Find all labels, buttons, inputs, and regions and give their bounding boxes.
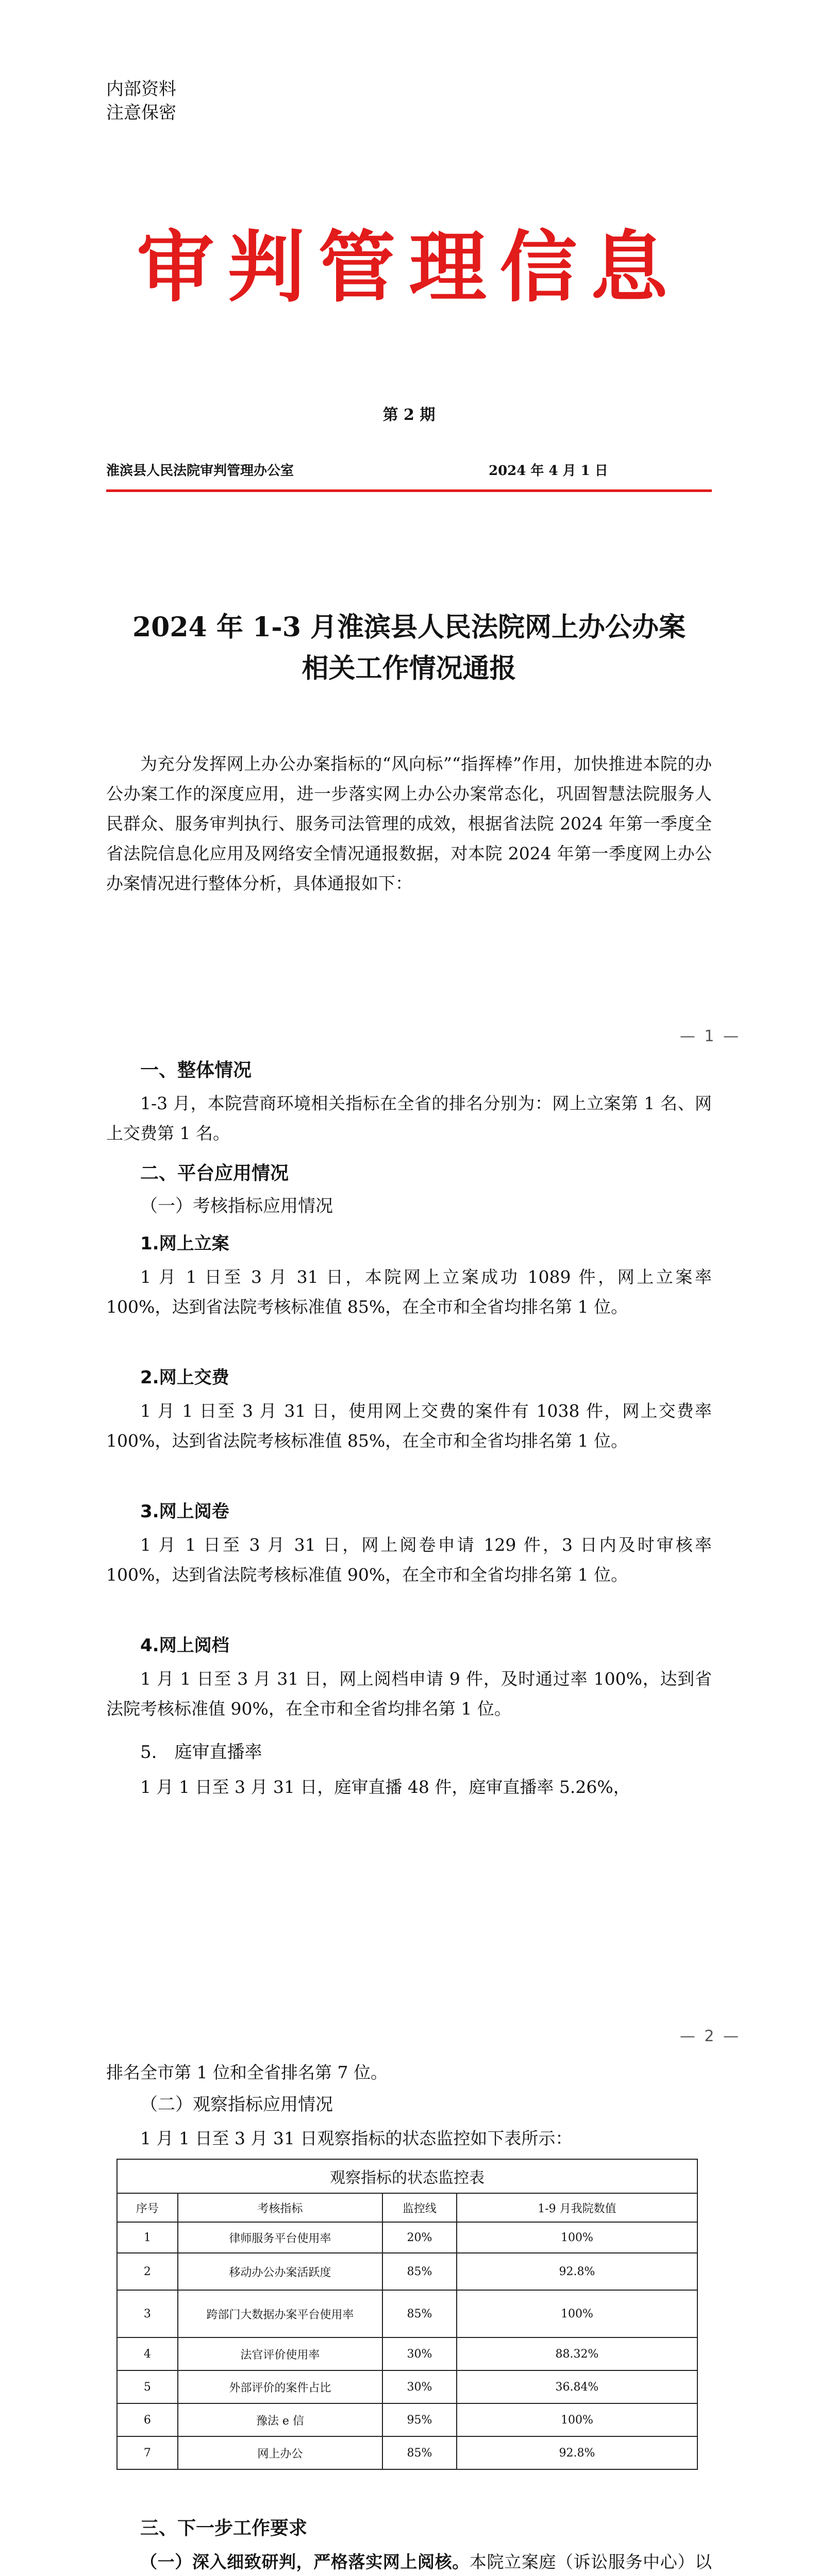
table-cell: 6 — [117, 2403, 178, 2436]
item-text-trial-live-a: 1 月 1 日至 3 月 31 日，庭审直播 48 件，庭审直播率 5.26%， — [140, 1777, 630, 1797]
table-cell: 95% — [382, 2403, 457, 2436]
section-heading-next-steps: 三、下一步工作要求 — [140, 2518, 308, 2539]
table-cell: 88.32% — [457, 2337, 697, 2370]
item-title-online-review: 3.网上阅卷 — [140, 1501, 229, 1522]
page-number-2: — 2 — — [679, 2027, 741, 2045]
table-cell: 92.8% — [457, 2436, 697, 2469]
issue-number: 第 2 期 — [382, 406, 436, 424]
table-row — [117, 2253, 697, 2290]
section-heading-overall: 一、整体情况 — [140, 1060, 252, 1081]
item-text-online-payment: 1 月 1 日至 3 月 31 日，使用网上交费的案件有 1038 件，网上交费率 100%，达到省法院考核标准值 85%，在全市和全省均排名第 1 位。 — [106, 1401, 712, 1451]
document-title-line-1: 2024 年 1-3 月淮滨县人民法院网上办公办案 — [132, 612, 686, 643]
table-row — [117, 2337, 697, 2370]
table-cell: 法官评价使用率 — [178, 2337, 382, 2370]
table-cell: 4 — [117, 2337, 178, 2370]
table-row — [117, 2290, 697, 2337]
table-cell: 100% — [457, 2290, 697, 2337]
table-header: 1-9 月我院数值 — [457, 2193, 697, 2222]
table-header: 监控线 — [382, 2193, 457, 2222]
table-header: 考核指标 — [178, 2193, 382, 2222]
next-steps-paragraph-1 — [106, 2547, 712, 2576]
publisher-name: 淮滨县人民法院审判管理办公室 — [106, 463, 294, 479]
item-title-online-filing: 1.网上立案 — [140, 1233, 229, 1254]
table-header: 序号 — [117, 2193, 178, 2222]
item-title-trial-live: 5. 庭审直播率 — [140, 1742, 262, 1762]
item-text-trial-live-b: 排名全市第 1 位和全省排名第 7 位。 — [106, 2062, 388, 2082]
table-cell: 外部评价的案件占比 — [178, 2370, 382, 2403]
table-cell: 网上办公 — [178, 2436, 382, 2469]
subheading-observation: （二）观察指标应用情况 — [140, 2094, 333, 2115]
item-text-online-archive: 1 月 1 日至 3 月 31 日，网上阅档申请 9 件，及时通过率 100%，达到省法院考核标准值 90%，在全市和全省均排名第 1 位。 — [106, 1669, 712, 1719]
table-cell: 律师服务平台使用率 — [178, 2222, 382, 2253]
table-cell: 1 — [117, 2222, 178, 2253]
red-divider — [106, 489, 712, 492]
paragraph-body: 本院立案庭（诉讼服务中心）以 — [469, 2552, 712, 2572]
confidential-label-1: 内部资料 — [106, 79, 176, 99]
table-cell: 跨部门大数据办案平台使用率 — [178, 2290, 382, 2337]
document-title-line-2: 相关工作情况通报 — [302, 653, 516, 684]
item-text-online-review: 1 月 1 日至 3 月 31 日，网上阅卷申请 129 件，3 日内及时审核率 100%，达到省法院考核标准值 90%，在全市和全省均排名第 1 位。 — [106, 1535, 712, 1585]
table-cell: 100% — [457, 2403, 697, 2436]
masthead-title: 审判管理信息 — [137, 223, 681, 313]
table-cell: 92.8% — [457, 2253, 697, 2290]
item-text-online-filing: 1 月 1 日至 3 月 31 日，本院网上立案成功 1089 件，网上立案率 100%，达到省法院考核标准值 85%，在全市和全省均排名第 1 位。 — [106, 1267, 712, 1317]
table-cell: 5 — [117, 2370, 178, 2403]
table-cell: 85% — [382, 2436, 457, 2469]
item-title-online-payment: 2.网上交费 — [140, 1367, 229, 1388]
table-cell: 36.84% — [457, 2370, 697, 2403]
table-row — [117, 2436, 697, 2469]
observation-table — [116, 2159, 698, 2470]
table-cell: 30% — [382, 2370, 457, 2403]
table-cell: 2 — [117, 2253, 178, 2290]
table-row — [117, 2403, 697, 2436]
confidential-label-2: 注意保密 — [106, 103, 176, 123]
overall-paragraph: 1-3 月，本院营商环境相关指标在全省的排名分别为：网上立案第 1 名、网上交费第 1 名。 — [106, 1093, 712, 1143]
table-cell: 7 — [117, 2436, 178, 2469]
item-title-online-archive: 4.网上阅档 — [140, 1635, 229, 1656]
subheading-assessment: （一）考核指标应用情况 — [140, 1196, 333, 1216]
section-heading-platform: 二、平台应用情况 — [140, 1163, 289, 1184]
table-cell: 30% — [382, 2337, 457, 2370]
table-cell: 20% — [382, 2222, 457, 2253]
table-header-row — [117, 2193, 697, 2222]
table-cell: 100% — [457, 2222, 697, 2253]
table-row — [117, 2222, 697, 2253]
table-cell: 移动办公办案活跃度 — [178, 2253, 382, 2290]
publish-date: 2024 年 4 月 1 日 — [489, 463, 608, 479]
page-number-1: — 1 — — [679, 1027, 741, 1045]
table-caption: 观察指标的状态监控表 — [116, 2159, 698, 2193]
table-cell: 85% — [382, 2290, 457, 2337]
table-cell: 85% — [382, 2253, 457, 2290]
intro-paragraph: 为充分发挥网上办公办案指标的“风向标”“指挥棒”作用，加快推进本院的办公办案工作的深度应用，进一步落实网上办公办案常态化，巩固智慧法院服务人民群众、服务审判执行、服务司法管理的成效，根据省法院 2024 年第一季度全省法院信息化应用及网络安全情况通报数据，对本院 2024 年第一季度网上办公办案情况进行整体分析，具体通报如下： — [106, 754, 712, 893]
paragraph-lead: （一）深入细致研判，严格落实网上阅核。 — [140, 2552, 470, 2572]
table-cell: 豫法 e 信 — [178, 2403, 382, 2436]
table-cell: 3 — [117, 2290, 178, 2337]
table-row — [117, 2370, 697, 2403]
observation-intro: 1 月 1 日至 3 月 31 日观察指标的状态监控如下表所示： — [140, 2128, 573, 2148]
